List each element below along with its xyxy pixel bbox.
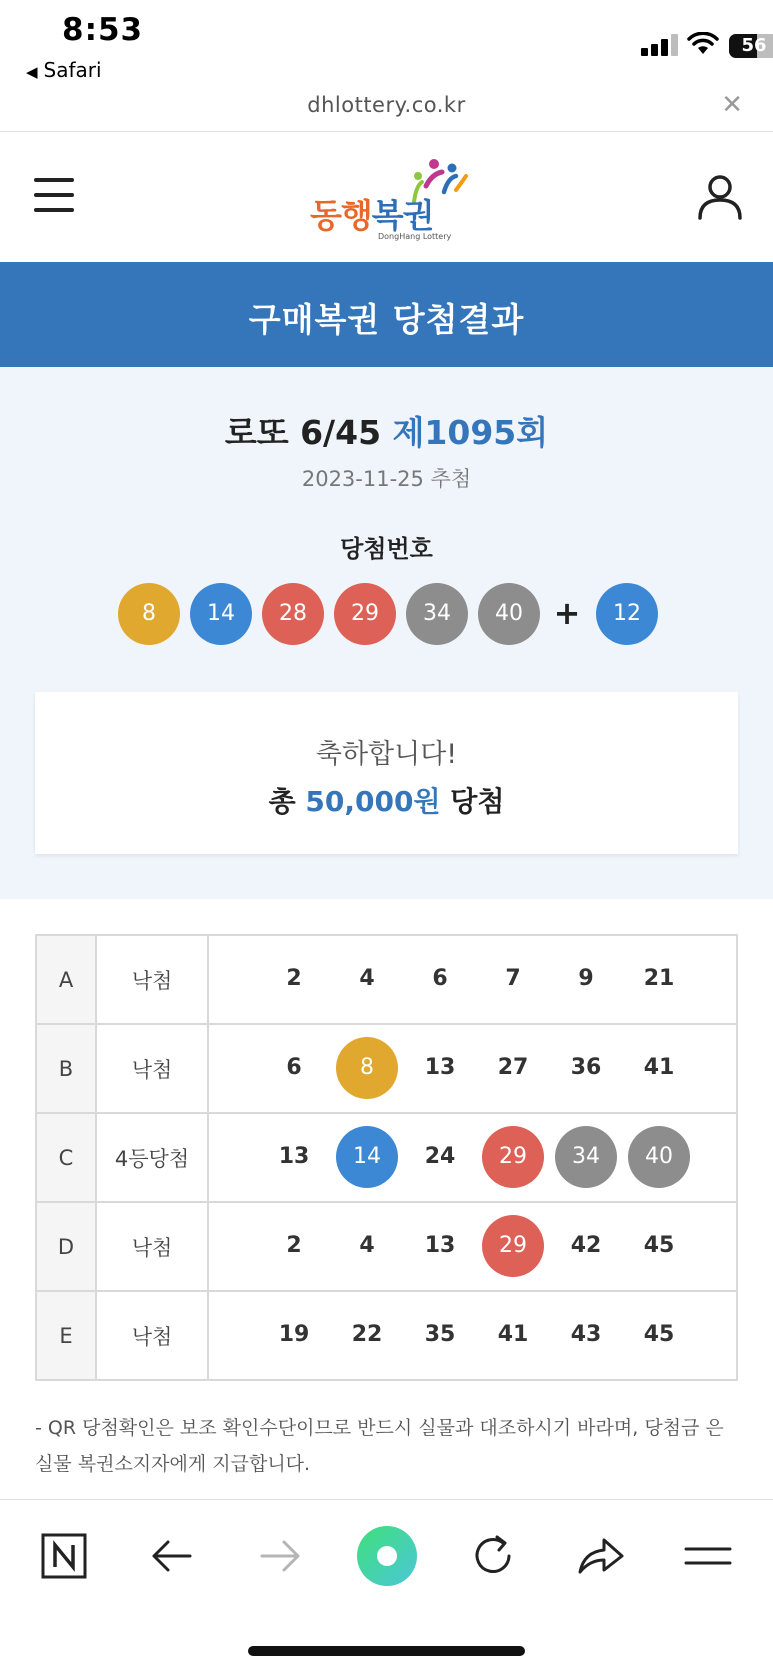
- forward-arrow-icon[interactable]: [250, 1526, 310, 1586]
- draw-heading: 로또 6/45 제1095회: [224, 413, 549, 452]
- status-time: 8:53: [62, 12, 144, 48]
- battery-percent: 56: [741, 35, 767, 56]
- winning-number-ball: 29: [334, 583, 396, 645]
- ticket-game-label: A: [36, 935, 96, 1024]
- winning-number-ball: 34: [406, 583, 468, 645]
- back-triangle-icon: ◀: [26, 63, 38, 81]
- prize-summary: 총 50,000원 당첨: [268, 785, 505, 818]
- cellular-signal-icon: [641, 34, 681, 56]
- back-app-label: Safari: [43, 58, 102, 82]
- ticket-number: 13: [424, 1233, 456, 1258]
- ticket-number: 21: [643, 966, 675, 991]
- logo-text: 동행복권: [310, 196, 434, 235]
- back-arrow-icon[interactable]: [142, 1526, 202, 1586]
- ticket-game-label: B: [36, 1024, 96, 1113]
- ticket-number: 13: [278, 1144, 310, 1169]
- ticket-result: 낙첨: [96, 1024, 208, 1113]
- ticket-number: 42: [570, 1233, 602, 1258]
- ticket-row: [36, 1024, 737, 1113]
- hamburger-menu-icon[interactable]: [34, 178, 76, 214]
- qr-notice: - QR 당첨확인은 보조 확인수단이므로 반드시 실물과 대조하시기 바라며, 당첨금 은 실물 복권소지자에게 지급합니다.: [35, 1417, 724, 1475]
- ticket-number: 22: [351, 1322, 383, 1347]
- prize-amount: 50,000원: [305, 785, 441, 818]
- matched-number-ball: 40: [628, 1126, 690, 1188]
- matched-number-ball: 29: [482, 1126, 544, 1188]
- winning-numbers: [118, 583, 658, 645]
- ticket-number: 45: [643, 1322, 675, 1347]
- matched-number-ball: 34: [555, 1126, 617, 1188]
- browser-toolbar: [0, 1499, 773, 1674]
- refresh-icon[interactable]: [463, 1526, 523, 1586]
- ticket-number: 13: [424, 1055, 456, 1080]
- ticket-number: 6: [432, 966, 448, 991]
- user-account-icon[interactable]: [695, 172, 745, 222]
- home-indicator[interactable]: [248, 1646, 525, 1656]
- draw-result-section: [0, 367, 773, 899]
- address-bar[interactable]: [0, 90, 773, 132]
- ticket-number: 27: [497, 1055, 529, 1080]
- naver-n-icon[interactable]: [34, 1526, 94, 1586]
- menu-icon[interactable]: [678, 1526, 738, 1586]
- ticket-number: 45: [643, 1233, 675, 1258]
- ticket-number: 35: [424, 1322, 456, 1347]
- prize-box: [35, 692, 738, 854]
- matched-number-ball: 29: [482, 1215, 544, 1277]
- ticket-number: 4: [359, 966, 375, 991]
- ticket-numbers-cell: [208, 935, 737, 1024]
- ticket-number: 2: [286, 1233, 302, 1258]
- ticket-number: 4: [359, 1233, 375, 1258]
- ticket-numbers-cell: [208, 1291, 737, 1380]
- ticket-row: [36, 1202, 737, 1291]
- wifi-icon: [687, 32, 719, 56]
- ticket-row: [36, 1291, 737, 1380]
- matched-number-ball: 8: [336, 1037, 398, 1099]
- site-header: [0, 132, 773, 262]
- winning-number-ball: 28: [262, 583, 324, 645]
- page-title: 구매복권 당첨결과: [248, 300, 525, 339]
- ticket-table: [35, 934, 738, 1381]
- bonus-plus-sign: +: [553, 594, 581, 632]
- ticket-number: 2: [286, 966, 302, 991]
- ticket-number: 9: [578, 966, 594, 991]
- url-text[interactable]: dhlottery.co.kr: [307, 93, 466, 117]
- draw-round: 제1095회: [392, 413, 549, 452]
- status-bar: [0, 0, 773, 90]
- draw-date: 2023-11-25 추첨: [301, 467, 472, 491]
- winning-number-ball: 14: [190, 583, 252, 645]
- ticket-result: 낙첨: [96, 1291, 208, 1380]
- ticket-number: 7: [505, 966, 521, 991]
- ticket-number: 6: [286, 1055, 302, 1080]
- winning-number-ball: 40: [478, 583, 540, 645]
- winning-number-ball: 8: [118, 583, 180, 645]
- ticket-number: 24: [424, 1144, 456, 1169]
- ticket-game-label: C: [36, 1113, 96, 1202]
- back-to-app-link[interactable]: [26, 58, 102, 82]
- ticket-numbers-cell: [208, 1024, 737, 1113]
- bonus-number-ball: 12: [596, 583, 658, 645]
- congrats-text: 축하합니다!: [315, 739, 458, 770]
- ticket-numbers-cell: [208, 1113, 737, 1202]
- site-logo[interactable]: [308, 156, 468, 246]
- winning-numbers-label: 당첨번호: [340, 535, 433, 563]
- ticket-numbers-cell: [208, 1202, 737, 1291]
- ticket-number: 19: [278, 1322, 310, 1347]
- ticket-row: [36, 935, 737, 1024]
- ticket-result: 낙첨: [96, 935, 208, 1024]
- page-title-bar: [0, 262, 773, 367]
- battery-icon: [729, 34, 773, 58]
- ticket-row: [36, 1113, 737, 1202]
- logo-subtitle: DongHang Lottery: [378, 232, 452, 241]
- close-icon[interactable]: ✕: [721, 90, 743, 120]
- ticket-number: 41: [643, 1055, 675, 1080]
- ticket-result: 낙첨: [96, 1202, 208, 1291]
- share-icon[interactable]: [570, 1526, 630, 1586]
- ticket-number: 43: [570, 1322, 602, 1347]
- ticket-game-label: E: [36, 1291, 96, 1380]
- ticket-result: 4등당첨: [96, 1113, 208, 1202]
- ticket-number: 41: [497, 1322, 529, 1347]
- ticket-number: 36: [570, 1055, 602, 1080]
- ticket-game-label: D: [36, 1202, 96, 1291]
- matched-number-ball: 14: [336, 1126, 398, 1188]
- green-dot-icon[interactable]: [355, 1524, 419, 1588]
